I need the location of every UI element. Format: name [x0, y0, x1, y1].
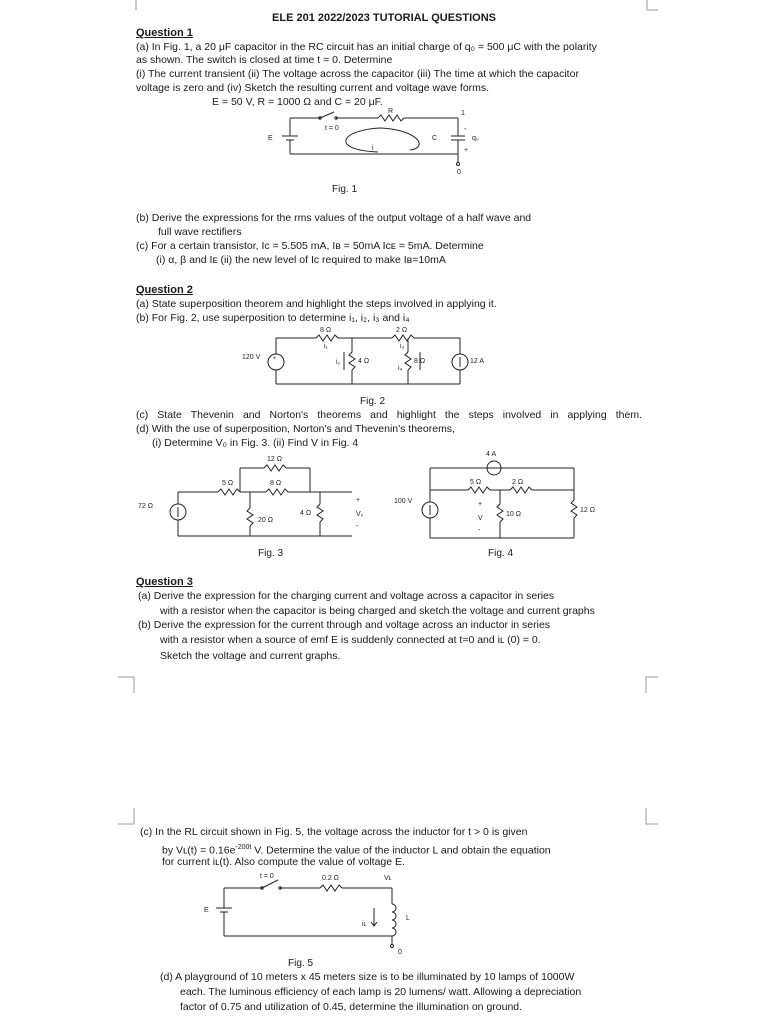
fig4-voltage-source-label: 100 V: [394, 498, 413, 505]
fig2-r1-label: 8 Ω: [320, 327, 332, 334]
fig2-i4-label: i₄: [398, 365, 403, 372]
fig3-r8-label: 8 Ω: [270, 480, 282, 487]
q3-c-exponent: -200t: [235, 844, 252, 851]
fig2-current-source-label: 12 A: [470, 358, 485, 365]
fig2-r2-label: 2 Ω: [396, 327, 408, 334]
fig1-source-label: E: [268, 135, 273, 142]
q3-c-line-2-start: by Vʟ(t) = 0.16e: [162, 844, 236, 857]
question-3-heading: Question 3: [136, 576, 193, 588]
q2-c: (c) State Thevenin and Norton's theorems and highlight the steps involved in applying them.: [136, 409, 642, 421]
q2-b: (b) For Fig. 2, use superposition to determine i₁, i₂, i₃ and i₄: [136, 312, 410, 324]
fig5-switch-label: t = 0: [260, 873, 274, 880]
fig1-switch-label: t = 0: [325, 125, 339, 132]
figure-5-rl-circuit: [198, 868, 438, 956]
q1-a-line-3: (i) The current transient (ii) The voltage across the capacitor (iii) The time at which the capacitor: [136, 68, 579, 80]
q1-b-line-2: full wave rectifiers: [158, 226, 242, 238]
fig1-plus: +: [464, 147, 469, 154]
fig4-r2-label: 2 Ω: [512, 479, 524, 486]
q2-a: (a) State superposition theorem and highlight the steps involved in applying it.: [136, 298, 497, 310]
crop-mark-mid-left: [118, 675, 138, 695]
figure-2-circuit: [240, 326, 500, 396]
fig1-charge-label: q₀: [472, 135, 479, 142]
fig3-r4-label: 4 Ω: [300, 510, 312, 517]
fig3-vo-label: V₀: [356, 511, 364, 518]
fig3-source-label: 72 Ω: [138, 503, 153, 510]
q3-d-line-3: factor of 0.75 and utilization of 0.45, determine the illumination on ground.: [180, 1001, 523, 1013]
page-title: ELE 201 2022/2023 TUTORIAL QUESTIONS: [272, 12, 496, 24]
fig2-r3-label: 4 Ω: [358, 358, 370, 365]
fig4-caption: Fig. 4: [488, 548, 514, 559]
q1-b-line-1: (b) Derive the expressions for the rms values of the output voltage of a half wave and: [136, 212, 532, 224]
fig4-current-source-label: 4 A: [486, 451, 497, 458]
q1-a-line-4: voltage is zero and (iv) Sketch the resulting current and voltage wave forms.: [136, 82, 490, 94]
q3-d-line-2: each. The luminous efficiency of each lamp is 20 lumens/ watt. Allowing a depreciation: [180, 986, 582, 998]
q2-d-line-2: (i) Determine V₀ in Fig. 3. (ii) Find V in Fig. 4: [152, 437, 359, 449]
fig4-r10-label: 10 Ω: [506, 511, 521, 518]
crop-mark-lower-right: [640, 808, 660, 828]
svg-text:+: +: [273, 356, 277, 362]
q3-c-line-2-end: V. Determine the value of the inductor L and obtain the equation: [251, 844, 551, 857]
fig2-r4-label: 8 Ω: [414, 358, 426, 365]
fig5-caption: Fig. 5: [288, 958, 314, 969]
fig3-r20-label: 20 Ω: [258, 517, 273, 524]
fig4-r12-label: 12 Ω: [580, 507, 595, 514]
fig1-resistor-label: R: [388, 108, 394, 115]
fig3-minus: -: [356, 523, 359, 530]
fig3-caption: Fig. 3: [258, 548, 284, 559]
q3-c-line-1: (c) In the RL circuit shown in Fig. 5, the voltage across the inductor for t > 0 is given: [140, 826, 528, 838]
fig1-caption: Fig. 1: [332, 184, 358, 195]
fig1-node-0: 0: [457, 169, 461, 176]
q3-a-line-1: (a) Derive the expression for the charging current and voltage across a capacitor in series: [138, 590, 555, 602]
fig5-inductor-label: L: [406, 915, 410, 922]
fig2-i1-label: i₁: [324, 343, 328, 350]
q2-d-line-1: (d) With the use of superposition, Norton's and Thevenin's theorems,: [136, 423, 455, 435]
fig1-minus: -: [464, 126, 467, 133]
fig1-capacitor-label: C: [432, 135, 438, 142]
fig3-plus: +: [356, 497, 361, 504]
fig5-vl-label: Vʟ: [384, 875, 392, 882]
crop-mark-mid-right: [640, 675, 660, 695]
fig2-i3-label: i₃: [400, 343, 405, 350]
fig4-minus: -: [478, 527, 481, 534]
fig4-plus: +: [478, 501, 483, 508]
fig3-r12-label: 12 Ω: [267, 456, 282, 463]
fig5-resistor-label: 0.2 Ω: [322, 875, 339, 882]
question-1-heading: Question 1: [136, 27, 193, 39]
fig4-v-label: V: [478, 515, 483, 522]
fig4-r5-label: 5 Ω: [470, 479, 482, 486]
fig1-node-1: 1: [461, 110, 465, 117]
q3-a-line-2: with a resistor when the capacitor is being charged and sketch the voltage and current graphs: [160, 605, 595, 617]
figure-3-circuit: [130, 452, 380, 552]
q1-a-line-1: (a) In Fig. 1, a 20 μF capacitor in the RC circuit has an initial charge of q₀ = 500 μC with the polarity: [136, 41, 597, 53]
q1-c-line-1: (c) For a certain transistor, Iᴄ = 5.505 mA, Iʙ = 50mA Iᴄᴇ = 5mA. Determine: [136, 240, 484, 252]
q3-d-line-1: (d) A playground of 10 meters x 45 meters size is to be illuminated by 10 lamps of 1000W: [160, 971, 575, 983]
fig2-i2-label: i₂: [336, 359, 341, 366]
question-2-heading: Question 2: [136, 284, 193, 296]
fig2-caption: Fig. 2: [360, 396, 386, 407]
q1-c-line-2: (i) α, β and Iᴇ (ii) the new level of Iᴄ required to make Iʙ=10mA: [156, 254, 446, 266]
fig5-source-label: E: [204, 907, 209, 914]
q3-c-line-3: for current iʟ(t). Also compute the value of voltage E.: [162, 856, 405, 868]
q3-b-line-1: (b) Derive the expression for the current through and voltage across an inductor in series: [138, 619, 551, 631]
fig2-voltage-source-label: 120 V: [242, 354, 261, 361]
fig5-il-label: iʟ: [362, 921, 367, 928]
figure-1-rc-circuit: [260, 110, 500, 180]
q1-a-given-values: E = 50 V, R = 1000 Ω and C = 20 μF.: [212, 96, 383, 108]
fig1-current-label: i: [372, 145, 374, 152]
figure-4-circuit: [390, 446, 620, 550]
crop-mark-lower-left: [118, 808, 138, 828]
q3-b-line-2: with a resistor when a source of emf E is suddenly connected at t=0 and iʟ (0) = 0.: [160, 634, 541, 646]
q3-b-line-3: Sketch the voltage and current graphs.: [160, 650, 341, 662]
q1-a-line-2: as shown. The switch is closed at time t = 0. Determine: [136, 54, 393, 66]
fig5-node-0: 0: [398, 949, 402, 956]
fig3-r5-label: 5 Ω: [222, 480, 234, 487]
